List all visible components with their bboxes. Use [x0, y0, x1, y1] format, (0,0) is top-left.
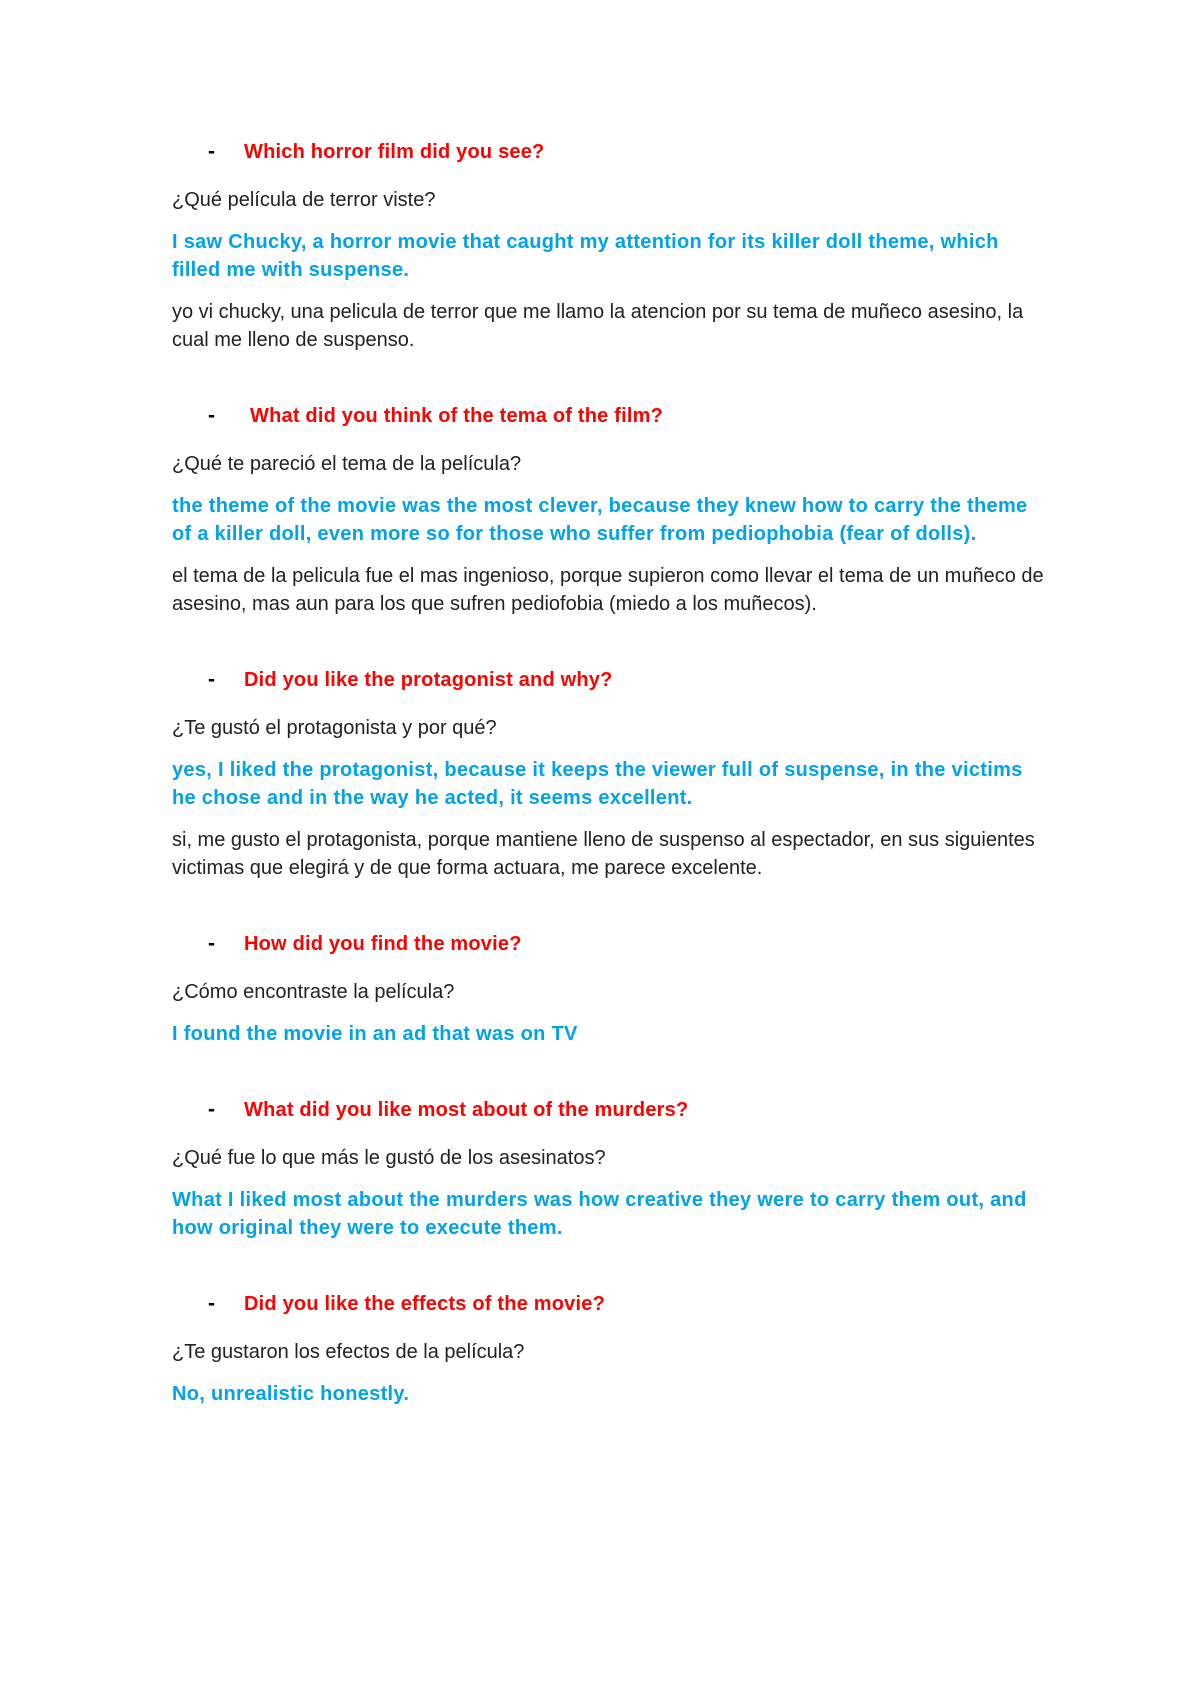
- question-spanish: ¿Cómo encontraste la película?: [172, 981, 455, 1003]
- answer-english: No, unrealistic honestly.: [172, 1383, 410, 1405]
- question-row: [172, 1098, 1052, 1128]
- bullet-dash: -: [208, 1098, 215, 1121]
- question-spanish: ¿Te gustó el protagonista y por qué?: [172, 717, 497, 739]
- answer-english: yes, I liked the protagonist, because it keeps the viewer full of suspense, in the victims he chose and in the way he acted, it seems excellent.: [172, 759, 1023, 809]
- qa-block: [172, 668, 1052, 882]
- question-spanish: ¿Te gustaron los efectos de la película?: [172, 1341, 525, 1363]
- answer-english: I found the movie in an ad that was on TV: [172, 1023, 578, 1045]
- answer-spanish: yo vi chucky, una pelicula de terror que me llamo la atencion por su tema de muñeco asesino, la cual me lleno de suspenso.: [172, 301, 1024, 351]
- question-row: [172, 1292, 1052, 1322]
- question-english: Did you like the protagonist and why?: [244, 669, 613, 691]
- qa-block: [172, 140, 1052, 354]
- qa-block: [172, 932, 1052, 1048]
- question-row: [172, 932, 1052, 962]
- qa-block: [172, 1292, 1052, 1408]
- bullet-dash: -: [208, 668, 215, 691]
- bullet-dash: -: [208, 404, 215, 427]
- qa-block: [172, 404, 1052, 618]
- question-english: What did you like most about of the murders?: [244, 1099, 689, 1121]
- question-row: [172, 668, 1052, 698]
- bullet-dash: -: [208, 140, 215, 163]
- document-content: [172, 140, 1052, 1458]
- qa-block: [172, 1098, 1052, 1242]
- question-spanish: ¿Qué fue lo que más le gustó de los asesinatos?: [172, 1147, 606, 1169]
- question-english: How did you find the movie?: [244, 933, 522, 955]
- question-row: [172, 404, 1052, 434]
- question-english: Did you like the effects of the movie?: [244, 1293, 605, 1315]
- answer-english: I saw Chucky, a horror movie that caught my attention for its killer doll theme, which filled me with suspense.: [172, 231, 999, 281]
- question-spanish: ¿Qué te pareció el tema de la película?: [172, 453, 522, 475]
- bullet-dash: -: [208, 1292, 215, 1315]
- question-row: [172, 140, 1052, 170]
- answer-english: What I liked most about the murders was how creative they were to carry them out, and how original they were to execute them.: [172, 1189, 1027, 1239]
- answer-spanish: si, me gusto el protagonista, porque mantiene lleno de suspenso al espectador, en sus siguientes victimas que elegirá y de que forma actuara, me parece excelente.: [172, 829, 1035, 879]
- question-spanish: ¿Qué película de terror viste?: [172, 189, 436, 211]
- question-english: Which horror film did you see?: [244, 141, 545, 163]
- answer-english: the theme of the movie was the most clever, because they knew how to carry the theme of a killer doll, even more so for those who suffer from pediophobia (fear of dolls).: [172, 495, 1028, 545]
- bullet-dash: -: [208, 932, 215, 955]
- answer-spanish: el tema de la pelicula fue el mas ingenioso, porque supieron como llevar el tema de un muñeco de asesino, mas aun para los que sufren pediofobia (miedo a los muñecos).: [172, 565, 1044, 615]
- question-english: What did you think of the tema of the film?: [250, 405, 664, 427]
